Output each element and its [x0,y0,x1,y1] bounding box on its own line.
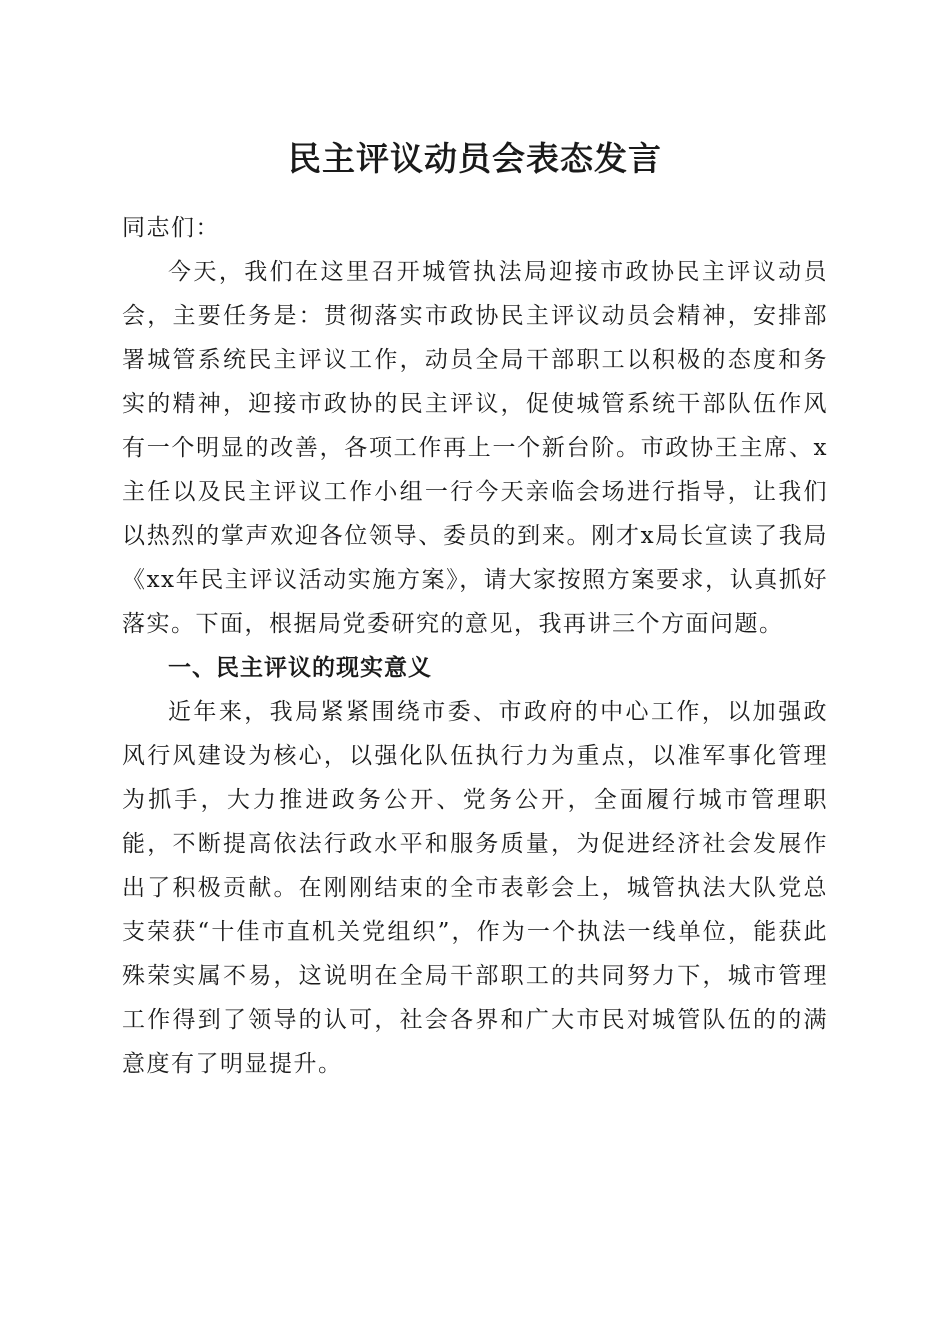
document-body [122,206,828,1086]
document-title: 民主评议动员会表态发言 [288,139,662,178]
section-heading: 一、民主评议的现实意义 [168,655,432,681]
salutation: 同志们： [122,215,220,241]
section-paragraph: 近年来，我局紧紧围绕市委、市政府的中心工作，以加强政风行风建设为核心，以强化队伍执行力为重点，以准军事化管理为抓手，大力推进政务公开、党务公开，全面履行城市管理职能，不断提高依法行政水平和服务质量，为促进经济社会发展作出了积极贡献。在刚刚结束的全市表彰会上，城管执法大队党总支荣获“十佳市直机关党组织”，作为一个执法一线单位，能获此殊荣实属不易，这说明在全局干部职工的共同努力下，城市管理工作得到了领导的认可，社会各界和广大市民对城管队伍的的满意度有了明显提升。 [122,699,828,1077]
intro-paragraph: 今天，我们在这里召开城管执法局迎接市政协民主评议动员会，主要任务是：贯彻落实市政协民主评议动员会精神，安排部署城管系统民主评议工作，动员全局干部职工以积极的态度和务实的精神，迎接市政协的民主评议，促使城管系统干部队伍作风有一个明显的改善，各项工作再上一个新台阶。市政协王主席、x主任以及民主评议工作小组一行今天亲临会场进行指导，让我们以热烈的掌声欢迎各位领导、委员的到来。刚才x局长宣读了我局《xx年民主评议活动实施方案》，请大家按照方案要求，认真抓好落实。下面，根据局党委研究的意见，我再讲三个方面问题。 [122,259,828,637]
